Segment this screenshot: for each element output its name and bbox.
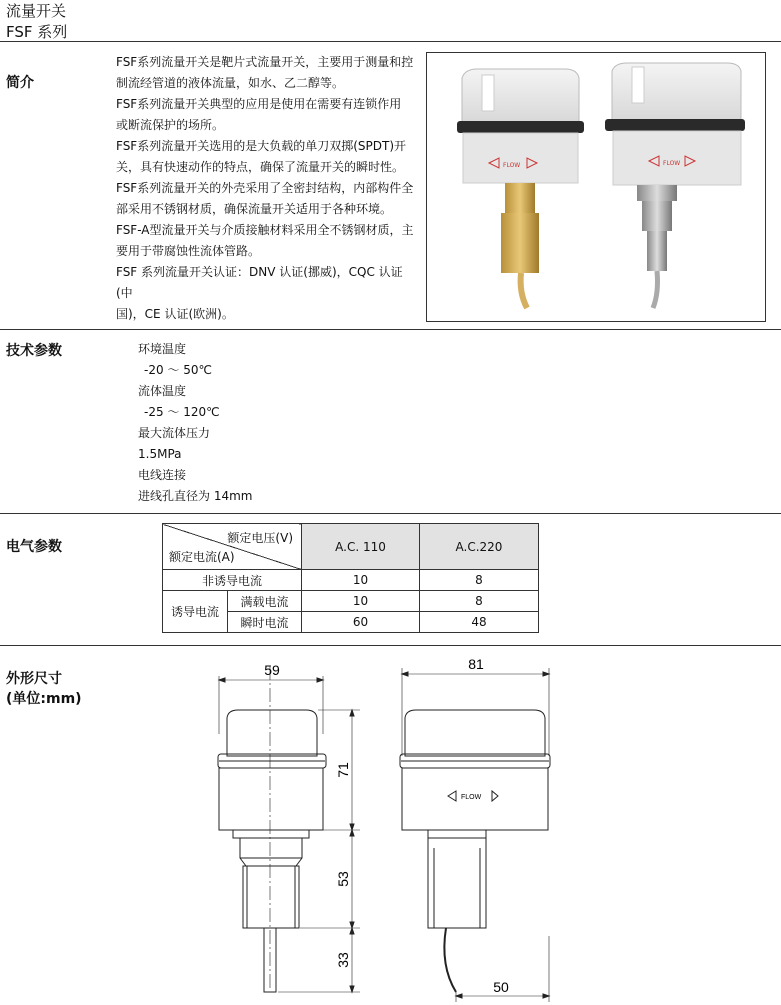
col-header: A.C. 110 bbox=[302, 524, 420, 570]
dims-unit: (单位:mm) bbox=[6, 691, 82, 707]
cell-value: 10 bbox=[302, 591, 420, 612]
intro-line: FSF系列流量开关选用的是大负载的单刀双掷(SPDT)开 bbox=[116, 139, 406, 153]
product-photo bbox=[426, 52, 766, 322]
row-label: 瞬时电流 bbox=[228, 612, 302, 633]
current-label: 额定电流(A) bbox=[169, 550, 235, 564]
cell-value: 8 bbox=[420, 570, 539, 591]
param-value: 进线孔直径为 14mm bbox=[138, 489, 253, 503]
dimension-drawing bbox=[0, 646, 781, 1005]
cell-value: 48 bbox=[420, 612, 539, 633]
param-value: -20 ～ 50℃ bbox=[144, 363, 212, 377]
cell-value: 60 bbox=[302, 612, 420, 633]
intro-heading: 简介 bbox=[6, 75, 34, 91]
flow-label: FLOW bbox=[663, 160, 681, 167]
intro-line: 国)，CE 认证(欧洲)。 bbox=[116, 307, 234, 321]
intro-line: FSF-A型流量开关与介质接触材料采用全不锈钢材质，主 bbox=[116, 223, 414, 237]
divider bbox=[0, 41, 781, 42]
row-label: 诱导电流 bbox=[163, 591, 228, 633]
param-value: 1.5MPa bbox=[138, 447, 182, 461]
intro-text bbox=[116, 52, 418, 325]
cell-value: 8 bbox=[420, 591, 539, 612]
intro-line: 要用于带腐蚀性流体管路。 bbox=[116, 244, 261, 258]
flow-label: FLOW bbox=[461, 794, 482, 801]
param-value: -25 ～ 120℃ bbox=[144, 405, 220, 419]
dims-heading: 外形尺寸 bbox=[6, 671, 62, 687]
intro-line: FSF 系列流量开关认证：DNV 认证(挪威)，CQC 认证(中 bbox=[116, 265, 403, 300]
intro-line: FSF系列流量开关的外壳采用了全密封结构，内部构件全 bbox=[116, 181, 414, 195]
intro-line: 部采用不锈钢材质，确保流量开关适用于各种环境。 bbox=[116, 202, 393, 216]
dim-bottom-right: 50 bbox=[493, 979, 509, 995]
col-header: A.C.220 bbox=[420, 524, 539, 570]
param-label: 流体温度 bbox=[138, 384, 187, 398]
tech-heading: 技术参数 bbox=[6, 343, 62, 359]
intro-line: FSF系列流量开关典型的应用是使用在需要有连锁作用 bbox=[116, 97, 402, 111]
page-subtitle: FSF 系列 bbox=[6, 23, 68, 41]
intro-line: 制流经管道的液体流量，如水、乙二醇等。 bbox=[116, 76, 345, 90]
cell-value: 10 bbox=[302, 570, 420, 591]
dim-width-left: 59 bbox=[264, 662, 280, 678]
dim-height-bottom: 33 bbox=[335, 952, 351, 968]
dim-width-right: 81 bbox=[468, 656, 484, 672]
intro-line: 或断流保护的场所。 bbox=[116, 118, 225, 132]
dim-height-top: 71 bbox=[335, 762, 351, 778]
divider bbox=[0, 513, 781, 514]
row-label: 非诱导电流 bbox=[163, 570, 302, 591]
electrical-table bbox=[162, 523, 539, 633]
divider bbox=[0, 329, 781, 330]
flow-label: FLOW bbox=[503, 162, 521, 169]
param-label: 环境温度 bbox=[138, 342, 187, 356]
voltage-label: 额定电压(V) bbox=[227, 531, 293, 545]
param-label: 最大流体压力 bbox=[138, 426, 211, 440]
dim-height-mid: 53 bbox=[335, 871, 351, 887]
intro-line: FSF系列流量开关是靶片式流量开关，主要用于测量和控 bbox=[116, 55, 414, 69]
row-label: 满载电流 bbox=[228, 591, 302, 612]
page-title: 流量开关 bbox=[6, 2, 67, 20]
intro-line: 关，具有快速动作的特点，确保了流量开关的瞬时性。 bbox=[116, 160, 405, 174]
header-diagonal-cell bbox=[163, 524, 302, 570]
tech-params bbox=[138, 339, 252, 507]
param-label: 电线连接 bbox=[138, 468, 187, 482]
electrical-heading: 电气参数 bbox=[6, 539, 62, 555]
